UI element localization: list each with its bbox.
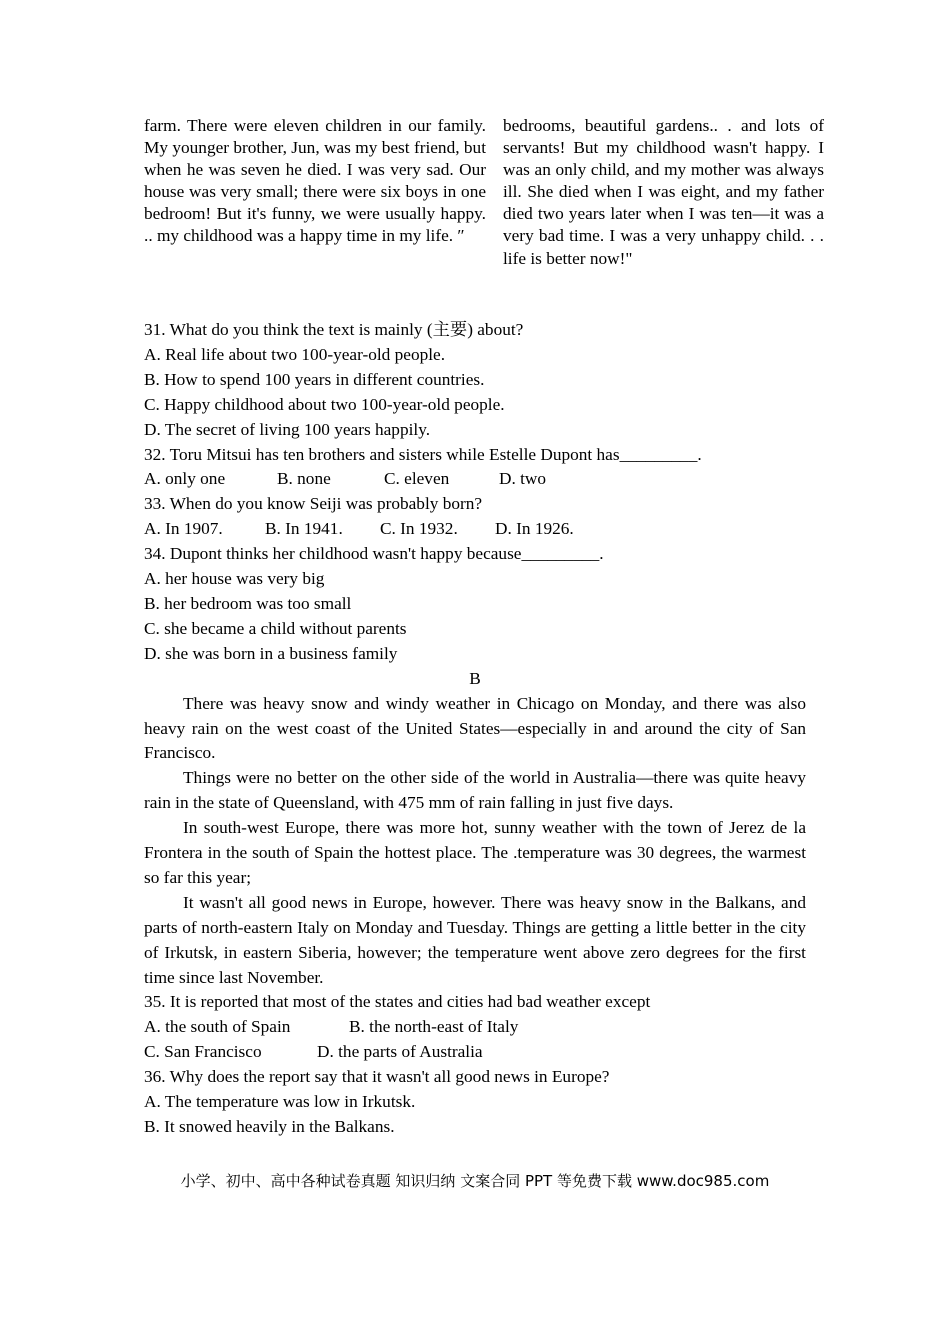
question-33-option-a: A. In 1907. <box>144 519 223 539</box>
question-35-option-a: A. the south of Spain <box>144 1017 291 1037</box>
question-33-options <box>144 517 806 542</box>
section-b-paragraph-1: There was heavy snow and windy weather in Chicago on Monday, and there was also heavy rain on the west coast of the United States—especially in and around the city of San Francisco. <box>144 693 806 763</box>
question-35-options-row-2 <box>144 1040 806 1065</box>
question-32-options <box>144 467 806 492</box>
question-31-stem: 31. What do you think the text is mainly (主要) about? <box>144 320 524 339</box>
question-34-option-b: B. her bedroom was too small <box>144 593 352 613</box>
section-b-heading: B <box>469 668 481 688</box>
section-b-paragraph-4: It wasn't all good news in Europe, however. There was heavy snow in the Balkans, and parts of north-eastern Italy on Monday and Tuesday. Things are getting a little better in the city of Irkutsk, in eastern Siberia, however; the temperature went above zero degrees for the first time since last November. <box>144 892 806 987</box>
question-35-option-b: B. the north-east of Italy <box>349 1017 519 1037</box>
question-33-option-c: C. In 1932. <box>380 519 458 539</box>
question-32-stem: 32. Toru Mitsui has ten brothers and sisters while Estelle Dupont has_________. <box>144 444 702 464</box>
section-b-paragraph-2: Things were no better on the other side of the world in Australia—there was quite heavy rain in the state of Queensland, with 475 mm of rain falling in just five days. <box>144 768 806 813</box>
question-31-option-a: A. Real life about two 100-year-old people. <box>144 344 446 364</box>
question-31-option-b: B. How to spend 100 years in different countries. <box>144 369 485 389</box>
question-32-option-c: C. eleven <box>384 469 450 489</box>
question-32-option-b: B. none <box>277 469 331 489</box>
question-33-stem: 33. When do you know Seiji was probably born? <box>144 494 483 514</box>
question-36-option-a: A. The temperature was low in Irkutsk. <box>144 1092 416 1112</box>
question-32-option-a: A. only one <box>144 469 226 489</box>
question-34-stem: 34. Dupont thinks her childhood wasn't happy because_________. <box>144 544 604 564</box>
question-36-stem: 36. Why does the report say that it wasn't all good news in Europe? <box>144 1067 610 1087</box>
question-35-stem: 35. It is reported that most of the states and cities had bad weather except <box>144 992 651 1012</box>
question-34-option-a: A. her house was very big <box>144 569 325 589</box>
question-35-options-row-1 <box>144 1015 806 1040</box>
section-b-paragraph-3: In south-west Europe, there was more hot, sunny weather with the town of Jerez de la Frontera in the south of Spain the hottest place. The .temperature was 30 degrees, the warmest so far this year; <box>144 818 806 887</box>
questions-and-passage-b <box>144 318 806 1140</box>
passage-a-right-column: bedrooms, beautiful gardens.. . and lots of servants! But my childhood wasn't happy. I was an only child, and my mother was always ill. She died when I was eight, and my father died two years later when I was ten—it was a very bad time. I was a very unhappy child. . . life is better now!" <box>503 116 824 268</box>
passage-a-left-column: farm. There were eleven children in our family. My younger brother, Jun, was my best friend, but when he was seven he died. I was very sad. Our house was very small; there were six boys in one bedroom! But it's funny, we were usually happy. .. my childhood was a happy time in my life. ″ <box>144 116 486 246</box>
question-33-option-d: D. In 1926. <box>495 519 574 539</box>
question-35-option-c: C. San Francisco <box>144 1042 262 1062</box>
question-31-option-d: D. The secret of living 100 years happily. <box>144 419 431 439</box>
page-footer: 小学、初中、高中各种试卷真题 知识归纳 文案合同 PPT 等免费下载 www.doc985.com <box>180 1172 770 1190</box>
question-34-option-d: D. she was born in a business family <box>144 643 398 663</box>
question-36-option-b: B. It snowed heavily in the Balkans. <box>144 1117 395 1136</box>
question-33-option-b: B. In 1941. <box>265 519 343 539</box>
question-34-option-c: C. she became a child without parents <box>144 618 407 638</box>
question-31-option-c: C. Happy childhood about two 100-year-old people. <box>144 394 505 414</box>
question-35-option-d: D. the parts of Australia <box>317 1042 483 1062</box>
question-32-option-d: D. two <box>499 469 547 489</box>
